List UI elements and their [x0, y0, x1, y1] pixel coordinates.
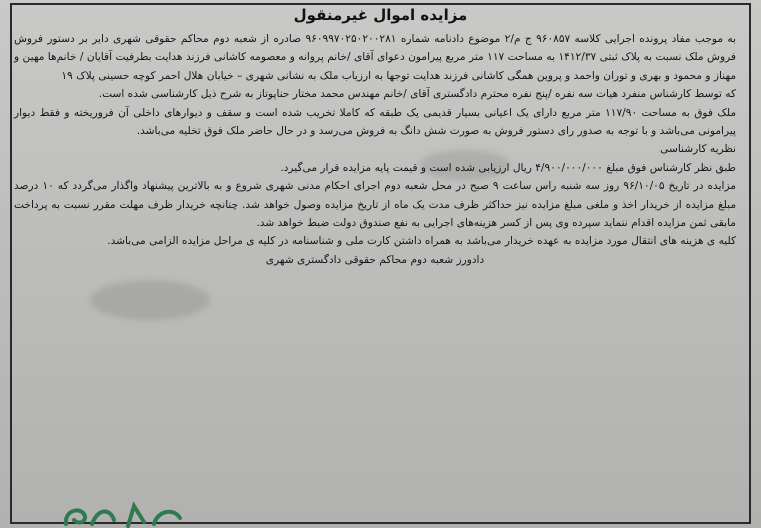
paragraph-case-details: به موجب مفاد پرونده اجرایی کلاسه ۹۶۰۸۵۷ ج م/۲ موضوع دادنامه شماره ۹۶۰۹۹۷۰۲۵۰۲۰۰۲۸۱ صادره از شعبه دوم محاکم حقوقی شهری دایر بر دستور فروش فروش ملک نسبت به پلاک ثبتی ۱۴۱۲/۳۷ به مساحت ۱۱۷ متر مربع پیرامون دعوای آقای /خانم پروانه و معصومه کاشانی فرزند هدایت بطرفیت آقایان / خانم‌ها مهین و مهناز و محمود و بهری و توران واحمد و پروین همگی کاشانی فرزند هدایت توجها به ارزیاب ملک به نشانی شهری – خیابان هلال احمر کوچه حسینی پلاک ۱۹ — [14, 33, 737, 82]
green-emblem-logo-icon — [58, 498, 188, 528]
paragraph-expert: که توسط کارشناس منفرد هیات سه نفره /پنج نفره محترم دادگستری آقای /خانم مهندس محمد مختار حناپوتاز به شرح ذیل کارشناسی شده است. — [98, 88, 736, 101]
paragraph-auction-terms: مزایده در تاریخ ۹۶/۱۰/۰۵ روز سه شنبه راس ساعت ۹ صبح در محل شعبه دوم اجرای احکام مدنی شهری شروع و به بالاترین پیشنهاد واگذار می‌گردد که ۱۰ درصد مبلغ مزایده از خریدار اخذ و ملغی مبلغ مزایده نیز حداکثر ظرف مدت یک ماه از تاریخ مزایده وصول خواهد شد. چنانچه خریدار ظرف مهلت مقرر نسبت به پرداخت مابقی ثمن مزایده اقدام ننماید سپرده وی پس از کسر هزینه‌های اجرایی به نفع صندوق دولت ضبط خواهد شد. — [14, 180, 736, 230]
notice-title: مزایده اموال غیرمنقول — [293, 6, 468, 24]
paragraph-fees: کلیه ی هزینه های انتقال مورد مزایده به عهده خریدار می‌باشد به همراه داشتن کارت ملی و شناسنامه در کلیه ی مراحل مزایده الزامی می‌باشد. — [107, 235, 736, 248]
notice-body — [14, 30, 736, 269]
paragraph-property-description: ملک فوق به مساحت ۱۱۷/۹۰ متر مربع دارای یک اعیانی بسیار قدیمی یک طبقه که کاملا تخریب شده است و سقف و دیوارهای داخلی آن فروریخته و فقط دیوار پیرامونی می‌باشد و با توجه به صدور رای دستور فروش به صورت شش دانگ به فروش می‌رسد و در حال حاضر ملک فوق تخلیه می‌باشد. — [14, 106, 736, 138]
signature-line: دادورز شعبه دوم محاکم حقوقی دادگستری شهری — [265, 253, 485, 266]
section-heading-expert-opinion: نظریه کارشناسی — [660, 143, 736, 156]
paragraph-valuation: طبق نظر کارشناس فوق مبلغ ۴/۹۰۰/۰۰۰/۰۰۰ ریال ارزیابی شده است و قیمت پایه مزایده قرار می‌گیرد. — [280, 161, 736, 174]
